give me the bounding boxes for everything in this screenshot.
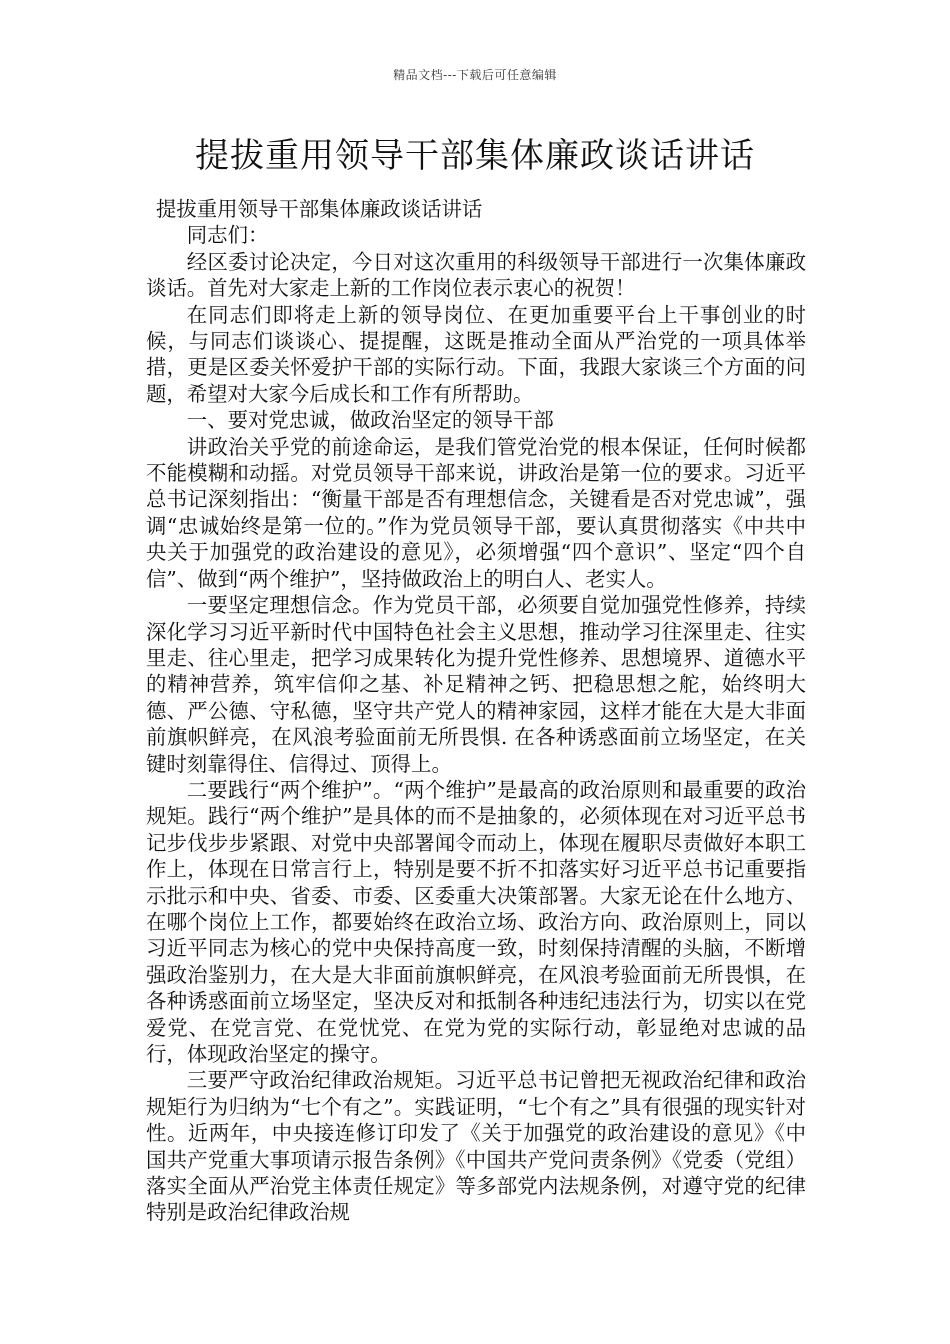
paragraph-discipline: 三要严守政治纪律政治规矩。习近平总书记曾把无视政治纪律和政治规矩行为归纳为“七个有之”。实践证明，“七个有之”具有很强的现实针对性。近两年，中央接连修订印发了《关于加强党的政治建设的意见》《中国共产党重大事项请示报告条例》《中国共产党问责条例》《党委（党组）落实全面从严治党主体责任规定》等多部党内法规条例，对遵守党的纪律特别是政治纪律政治规 xyxy=(146,1068,806,1225)
paragraph-intro: 经区委讨论决定，今日对这次重用的科级领导干部进行一次集体廉政谈话。首先对大家走上新的工作岗位表示衷心的祝贺！ xyxy=(146,249,806,301)
page-header: 精品文档---下载后可任意编辑 xyxy=(393,68,557,82)
paragraph-ideals: 一要坚定理想信念。作为党员干部，必须要自觉加强党性修养，持续深化学习习近平新时代中国特色社会主义思想，推动学习往深里走、往实里走、往心里走，把学习成果转化为提升党性修养、思想境界、道德水平的精神营养，筑牢信仰之基、补足精神之钙、把稳思想之舵，始终明大德、严公德、守私德，坚守共产党人的精神家园，这样才能在大是大非面前旗帜鲜亮，在风浪考验面前无所畏惧. 在各种诱惑面前立场坚定，在关键时刻靠得住、信得过、顶得上。 xyxy=(146,593,806,776)
document-title: 提拔重用领导干部集体廉政谈话讲话 xyxy=(195,136,755,176)
paragraph-purpose: 在同志们即将走上新的领导岗位、在更加重要平台上干事创业的时候，与同志们谈谈心、提提醒，这既是推动全面从严治党的一项具体举措，更是区委关怀爱护干部的实际行动。下面，我跟大家谈三个方面的问题，希望对大家今后成长和工作有所帮助。 xyxy=(146,302,806,406)
salutation: 同志们： xyxy=(186,223,269,248)
paragraph-two-safeguards: 二要践行“两个维护”。“两个维护”是最高的政治原则和最重要的政治规矩。践行“两个维护”是具体的而不是抽象的，必须体现在对习近平总书记步伐步步紧跟、对党中央部署闻令而动上，体现在履职尽责做好本职工作上，体现在日常言行上，特别是要不折不扣落实好习近平总书记重要指示批示和中央、省委、市委、区委重大决策部署。大家无论在什么地方、在哪个岗位上工作，都要始终在政治立场、政治方向、政治原则上，同以习近平同志为核心的党中央保持高度一致，时刻保持清醒的头脑，不断增强政治鉴别力，在大是大非面前旗帜鲜亮，在风浪考验面前无所畏惧，在各种诱惑面前立场坚定，坚决反对和抵制各种违纪违法行为，切实以在党爱党、在党言党、在党忧党、在党为党的实际行动，彰显绝对忠诚的品行，体现政治坚定的操守。 xyxy=(146,777,806,1066)
document-subtitle: 提拔重用领导干部集体廉政谈话讲话 xyxy=(156,197,483,221)
paragraph-politics: 讲政治关乎党的前途命运，是我们管党治党的根本保证，任何时候都不能模糊和动摇。对党员领导干部来说，讲政治是第一位的要求。习近平总书记深刻指出：“衡量干部是否有理想信念，关键看是否对党忠诚”，强调“忠诚始终是第一位的。”作为党员领导干部，要认真贯彻落实《中共中央关于加强党的政治建设的意见》，必须增强“四个意识”、坚定“四个自信”、做到“两个维护”，坚持做政治上的明白人、老实人。 xyxy=(146,434,806,591)
section-heading-1: 一、要对党忠诚，做政治坚定的领导干部 xyxy=(186,408,554,433)
document-body xyxy=(146,196,806,1226)
